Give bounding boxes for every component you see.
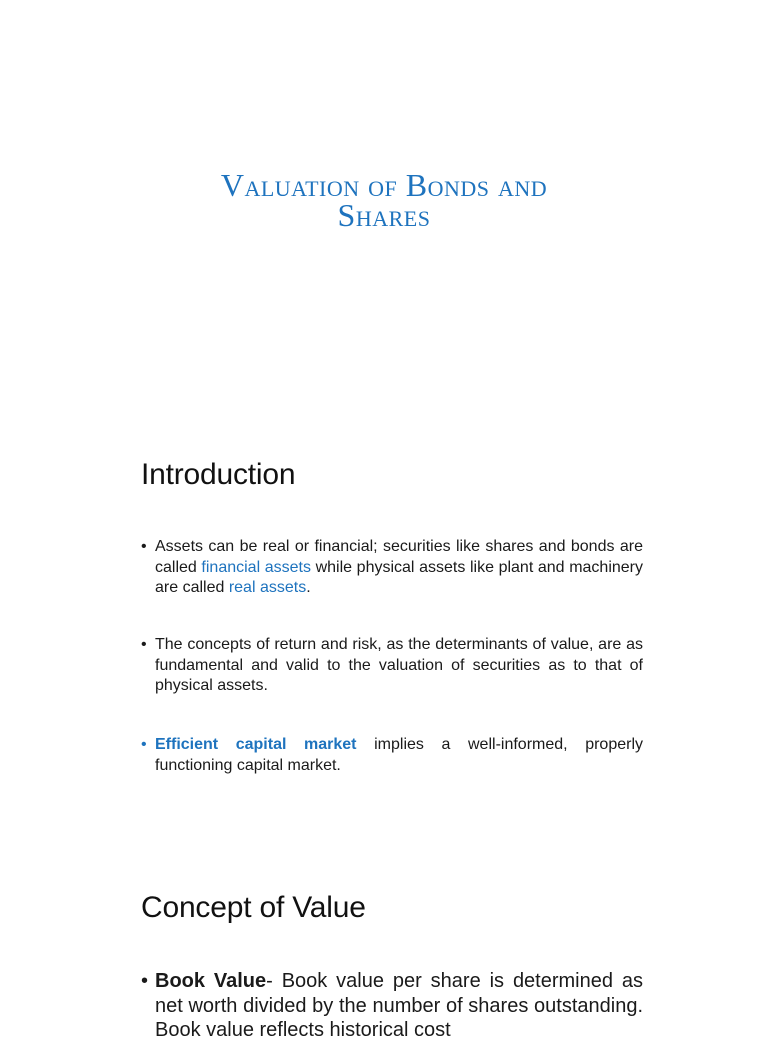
bullet-text-part: implies a well-informed, properly functioning capital market.: [155, 736, 644, 774]
concept-of-value-heading: Concept of Value: [141, 891, 366, 924]
bullet-efficient-market: [141, 735, 643, 776]
bullet-text-part: - Book value per share is determined as net worth divided by the number of shares outstanding. Book value reflects historical cost: [155, 970, 644, 1041]
bullet-text-part: while physical assets like plant and machinery are called: [155, 558, 644, 596]
bullet-return-and-risk: [141, 635, 643, 697]
bullet-dot: •: [141, 736, 147, 753]
slide-title-line-1: Valuation of Bonds and: [220, 167, 548, 203]
highlight-efficient-capital-market: Efficient capital market: [155, 736, 357, 753]
highlight-financial-assets: financial assets: [201, 558, 311, 576]
bullet-text-part: Assets can be real or financial; securities like shares and bonds are called: [155, 538, 643, 576]
bullet-dot: •: [141, 538, 147, 555]
bullet-book-value: [141, 969, 643, 1043]
highlight-real-assets: real assets: [228, 579, 307, 596]
bullet-dot: •: [141, 636, 147, 653]
bullet-text: [155, 969, 643, 1043]
introduction-heading: Introduction: [141, 458, 296, 491]
bullet-text: The concepts of return and risk, as the determinants of value, are as fundamental and valid to the valuation of securities as to that of physical assets.: [155, 636, 643, 694]
bullet-text-part: .: [306, 579, 311, 596]
term-book-value: Book Value: [155, 970, 267, 992]
bullet-financial-assets: [141, 537, 643, 599]
bullet-dot: •: [141, 970, 149, 992]
slide-title: [0, 167, 768, 233]
slide-title-line-2: Shares: [337, 197, 431, 233]
bullet-text: [155, 735, 643, 776]
bullet-text: [155, 537, 643, 599]
